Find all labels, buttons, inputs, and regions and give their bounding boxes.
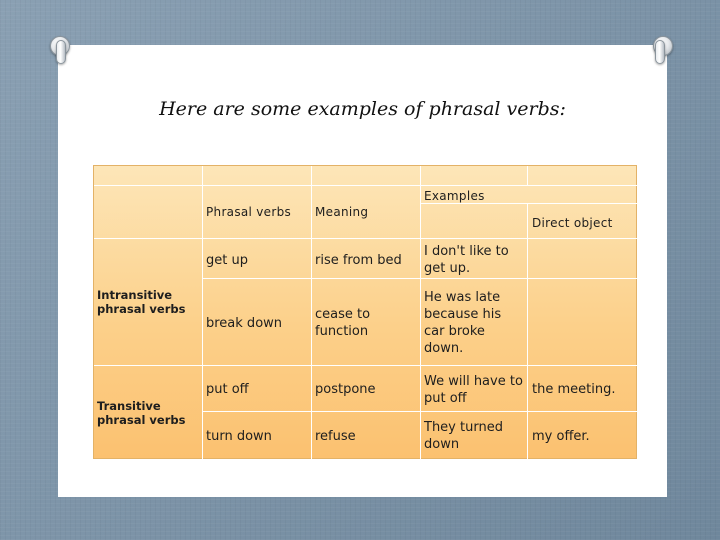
table-row-meaning: cease to function <box>315 307 371 339</box>
table-row-object: the meeting. <box>532 382 616 397</box>
table-row-example: He was late because his car broke down. <box>424 290 502 356</box>
slide-title: Here are some examples of phrasal verbs: <box>159 98 566 120</box>
column-header-phrasal-verbs: Phrasal verbs <box>206 205 292 219</box>
table-row-example: They turned down <box>424 420 503 452</box>
table-cell <box>421 204 528 239</box>
table-cell <box>312 166 421 186</box>
table-row-meaning: postpone <box>315 382 376 397</box>
table-cell <box>528 239 638 279</box>
table-row-verb: break down <box>206 316 283 331</box>
column-header-meaning: Meaning <box>315 205 369 219</box>
group-label-transitive: Transitive phrasal verbs <box>97 399 186 427</box>
group-label-intransitive: Intransitive phrasal verbs <box>97 288 186 316</box>
table-cell <box>203 166 312 186</box>
table-cell <box>421 166 528 186</box>
binder-clip-icon <box>655 40 665 64</box>
phrasal-verbs-table <box>93 165 637 459</box>
binder-clip-icon <box>56 40 66 64</box>
table-row-meaning: refuse <box>315 429 356 444</box>
table-row-example: We will have to put off <box>424 374 523 406</box>
table-row-meaning: rise from bed <box>315 253 402 268</box>
column-header-examples: Examples <box>424 189 485 203</box>
table-row-verb: get up <box>206 253 248 268</box>
table-cell <box>528 279 638 366</box>
table-cell <box>528 166 638 186</box>
column-header-direct-object: Direct object <box>532 216 613 230</box>
table-row-example: I don't like to get up. <box>424 244 509 276</box>
table-cell <box>94 186 203 239</box>
table-cell <box>94 166 203 186</box>
table-row-verb: put off <box>206 382 249 397</box>
table-row-object: my offer. <box>532 429 590 444</box>
table-row-verb: turn down <box>206 429 272 444</box>
